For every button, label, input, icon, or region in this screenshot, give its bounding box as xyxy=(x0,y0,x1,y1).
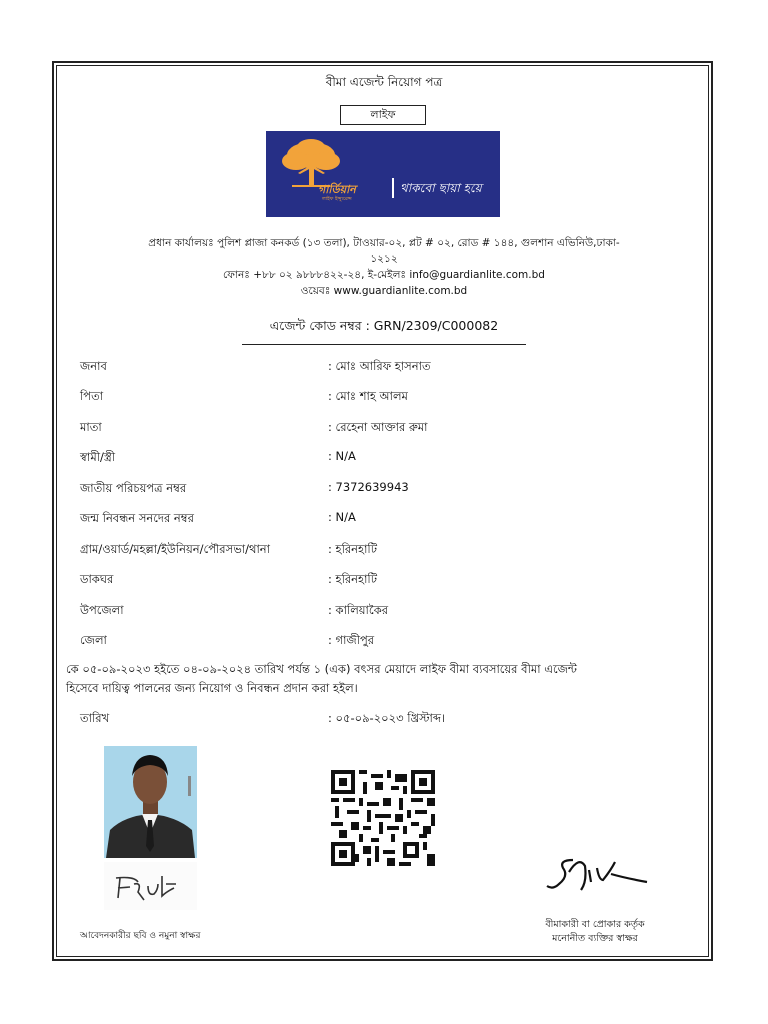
field-value: : গাজীপুর xyxy=(328,633,375,647)
field-value: : কালিয়াকৈর xyxy=(328,603,389,617)
qr-code-icon xyxy=(331,770,435,866)
applicant-signature xyxy=(104,862,197,910)
applicant-caption: আবেদনকারীর ছবি ও নমুনা স্বাক্ষর xyxy=(80,931,201,941)
logo-tagline: থাকবো ছায়া হয়ে xyxy=(400,181,482,195)
field-label: জন্ম নিবন্ধন সনদের নম্বর xyxy=(80,511,194,525)
field-row-mother xyxy=(80,419,680,439)
field-label: গ্রাম/ওয়ার্ড/মহল্লা/ইউনিয়ন/পৌরসভা/থানা xyxy=(80,542,270,556)
company-logo xyxy=(266,131,500,217)
logo-brand: গার্ডিয়ান xyxy=(318,183,356,196)
field-row-date xyxy=(80,710,680,730)
agent-code: এজেন্ট কোড নম্বর : GRN/2309/C000082 xyxy=(242,318,526,345)
field-label: জাতীয় পরিচয়পত্র নম্বর xyxy=(80,481,187,495)
field-value: : মোঃ শাহ আলম xyxy=(328,389,408,403)
contact-line: ফোনঃ +৮৮ ০২ ৯৮৮৮৪২২-২৪, ই-মেইলঃ info@guardianlite.com.bd xyxy=(223,269,545,281)
field-row-birth-reg xyxy=(80,510,680,530)
field-label: মাতা xyxy=(80,420,102,434)
authorizer-caption-line-1: বীমাকারী বা প্রোকার কর্তৃক xyxy=(545,919,645,930)
appointment-statement xyxy=(66,660,686,698)
address-line-1: প্রধান কার্যালয়ঃ পুলিশ প্লাজা কনকর্ড (১৩ তলা), টাওয়ার-০২, প্লট # ০২, রোড # ১৪৪, গুলশান এভিনিউ,ঢাকা- xyxy=(148,237,620,249)
logo-separator xyxy=(392,178,394,198)
applicant-photo xyxy=(104,746,197,858)
field-row-nid xyxy=(80,480,680,500)
field-row-post-office xyxy=(80,571,680,591)
authorized-signature xyxy=(545,852,655,902)
field-label: জনাব xyxy=(80,359,107,373)
field-label: জেলা xyxy=(80,633,107,647)
field-value: : 7372639943 xyxy=(328,480,409,494)
authorized-signature-scribble xyxy=(545,852,655,902)
qr-code xyxy=(331,770,435,866)
field-value: : N/A xyxy=(328,510,356,524)
person-photo-icon xyxy=(104,746,197,858)
field-value: : রেহেনা আক্তার রুমা xyxy=(328,420,428,434)
field-row-district xyxy=(80,632,680,652)
date-label: তারিখ xyxy=(80,711,110,725)
field-row-spouse xyxy=(80,449,680,469)
field-label: উপজেলা xyxy=(80,603,124,617)
category-box: লাইফ xyxy=(340,105,426,125)
field-value: : হরিনহাটি xyxy=(328,542,377,556)
field-label: ডাকঘর xyxy=(80,572,114,586)
document-title: বীমা এজেন্ট নিয়োগ পত্র xyxy=(325,75,443,89)
field-label: পিতা xyxy=(80,389,104,403)
authorizer-caption xyxy=(520,918,670,946)
statement-line-1: কে ০৫-০৯-২০২৩ হইতে ০৪-০৯-২০২৪ তারিখ পর্যন্ত ১ (এক) বৎসর মেয়াদে লাইফ বীমা ব্যবসায়ের বীমা এজেন্ট xyxy=(66,662,577,676)
date-value: : ০৫-০৯-২০২৩ খ্রিস্টাব্দ। xyxy=(328,711,446,725)
website-line: ওয়েবঃ www.guardianlite.com.bd xyxy=(300,285,468,297)
applicant-signature-scribble xyxy=(104,862,197,910)
authorizer-caption-line-2: মনোনীত ব্যক্তির স্বাক্ষর xyxy=(552,933,638,944)
logo-brand-sub: লাইফ ইন্স্যুরেন্স xyxy=(322,196,352,202)
field-value: : হরিনহাটি xyxy=(328,572,377,586)
field-row-upazila xyxy=(80,602,680,622)
field-row-name xyxy=(80,358,680,378)
field-row-village xyxy=(80,541,680,561)
field-value: : N/A xyxy=(328,449,356,463)
field-label: স্বামী/স্ত্রী xyxy=(80,450,116,464)
address-line-2: ১২১২ xyxy=(370,253,398,265)
field-row-father xyxy=(80,388,680,408)
statement-line-2: হিসেবে দায়িত্ব পালনের জন্য নিয়োগ ও নিবন্ধন প্রদান করা হইল। xyxy=(66,681,358,695)
field-value: : মোঃ আরিফ হাসনাত xyxy=(328,359,431,373)
